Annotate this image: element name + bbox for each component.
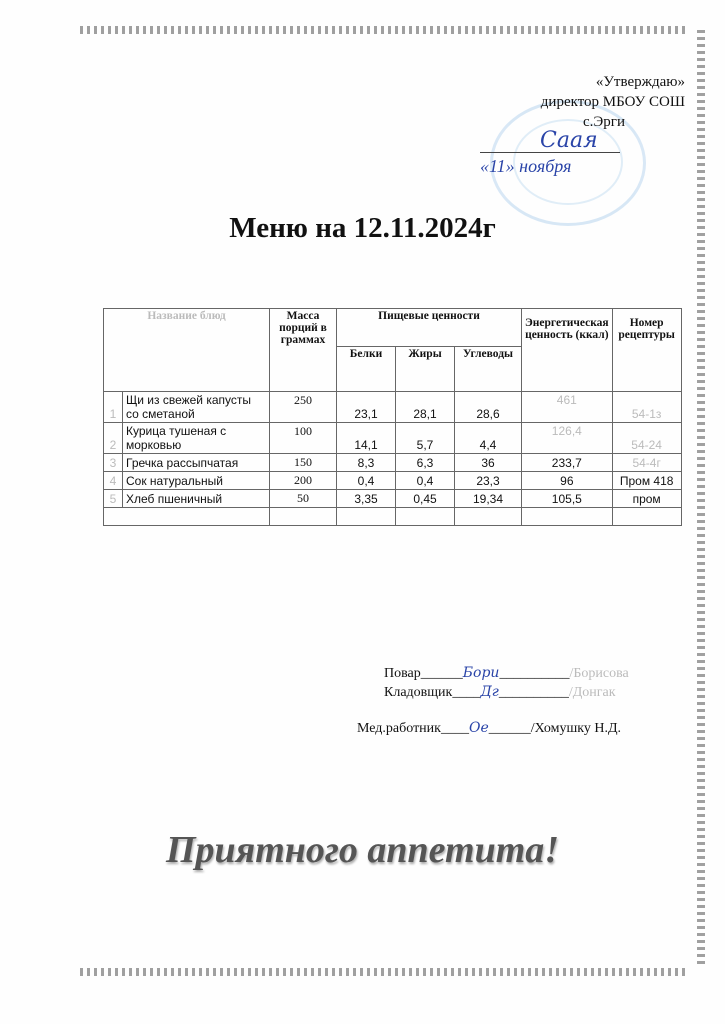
cell-energy: 105,5 [522,490,613,508]
decorative-border-bottom [80,968,685,976]
cell-mass: 50 [270,490,337,508]
cell-proteins: 8,3 [337,454,396,472]
header-nutrition: Пищевые ценности [337,309,522,347]
cell-num: 4 [104,472,123,490]
cell-name: Гречка рассыпчатая [123,454,270,472]
cell-energy: 96 [522,472,613,490]
menu-table [103,308,682,526]
header-energy: Энергетическая ценность (ккал) [522,309,613,392]
approval-block [541,72,685,132]
header-name: Название блюд [104,309,270,392]
cell-energy: 126,4 [522,423,613,454]
medic-signature-line: Мед.работник____Ое______/Хомушку Н.Д. [357,720,622,736]
cell-proteins: 14,1 [337,423,396,454]
cell-fats: 28,1 [396,392,455,423]
decorative-border-right [697,30,705,964]
table-row [104,490,682,508]
approval-date: «11» ноября [480,156,571,177]
cell-recipe: 54-24 [612,423,681,454]
cell-recipe: 54-4г [612,454,681,472]
cell-num: 1 [104,392,123,423]
cell-recipe: Пром 418 [612,472,681,490]
cell-mass: 100 [270,423,337,454]
cell-carbs: 36 [455,454,522,472]
cell-name: Щи из свежей капусты со сметаной [123,392,270,423]
cell-mass: 150 [270,454,337,472]
cell-name: Сок натуральный [123,472,270,490]
cell-carbs: 28,6 [455,392,522,423]
cell-recipe: пром [612,490,681,508]
cell-mass: 200 [270,472,337,490]
cell-proteins: 23,1 [337,392,396,423]
cell-proteins: 3,35 [337,490,396,508]
table-row [104,472,682,490]
page-title: Меню на 12.11.2024г [229,212,496,244]
closing-greeting: Приятного аппетита! [165,829,560,871]
cell-energy: 461 [522,392,613,423]
director-signature: Саая [540,128,598,153]
cell-mass: 250 [270,392,337,423]
cell-energy: 233,7 [522,454,613,472]
cell-recipe: 54-1з [612,392,681,423]
header-proteins: Белки [337,347,396,392]
cook-signature-line: Повар______Бори__________/Борисова [384,665,629,681]
header-recipe: Номер рецептуры [612,309,681,392]
cell-carbs: 23,3 [455,472,522,490]
cell-fats: 0,4 [396,472,455,490]
decorative-border-top [80,26,685,34]
cell-carbs: 4,4 [455,423,522,454]
header-carbs: Углеводы [455,347,522,392]
approval-location: с.Эрги [583,114,625,130]
cell-name: Хлеб пшеничный [123,490,270,508]
cell-carbs: 19,34 [455,490,522,508]
approval-heading: «Утверждаю» [595,74,685,90]
table-row [104,454,682,472]
cell-fats: 0,45 [396,490,455,508]
cell-fats: 5,7 [396,423,455,454]
cell-num: 2 [104,423,123,454]
cell-fats: 6,3 [396,454,455,472]
storekeeper-signature-line: Кладовщик____Дг__________/Донгак [384,684,616,700]
table-row [104,392,682,423]
approval-position: директор МБОУ СОШ [540,94,685,110]
cell-proteins: 0,4 [337,472,396,490]
header-mass: Масса порций в граммах [270,309,337,392]
header-fats: Жиры [396,347,455,392]
cell-name: Курица тушеная с морковью [123,423,270,454]
table-row [104,423,682,454]
cell-num: 5 [104,490,123,508]
cell-num: 3 [104,454,123,472]
